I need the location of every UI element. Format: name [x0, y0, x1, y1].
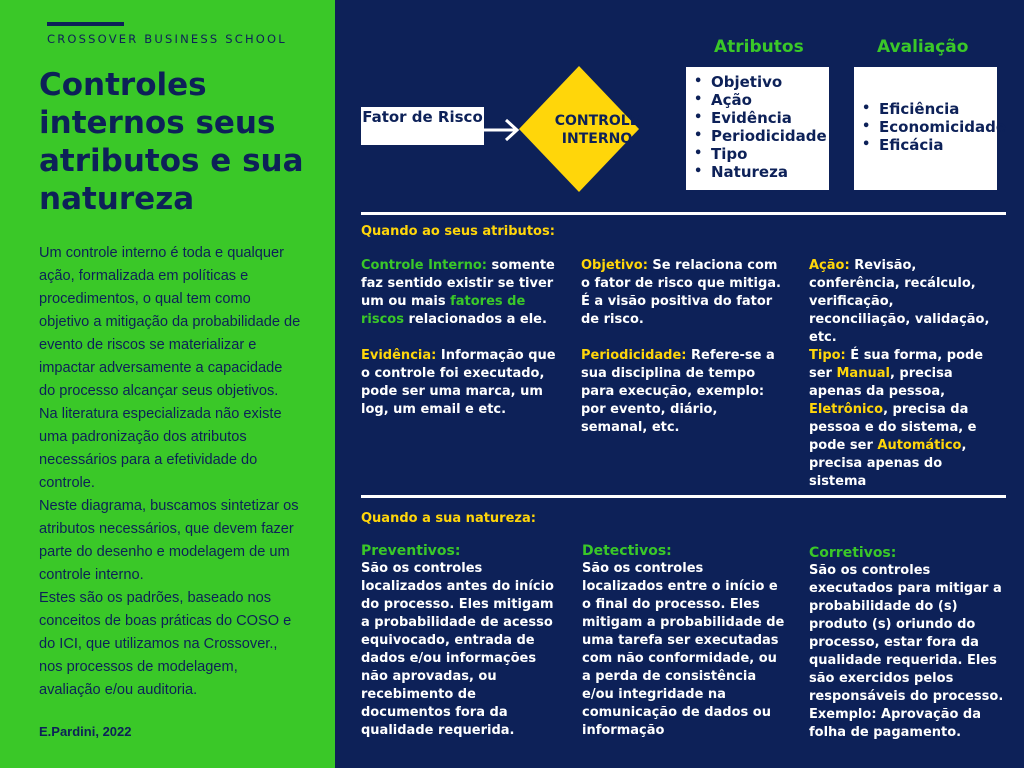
- intro-text: [39, 242, 301, 702]
- attributes-header: Atributos: [714, 37, 804, 57]
- attribute-item: • Objetivo: [694, 73, 829, 91]
- term-label: Evidência:: [361, 348, 437, 363]
- term-label: Periodicidade:: [581, 348, 687, 363]
- attribute-item: • Periodicidade: [694, 127, 829, 145]
- attribute-item: • Natureza: [694, 163, 829, 181]
- nature-section-title: Quando a sua natureza:: [361, 511, 536, 526]
- attribute-item: • Ação: [694, 91, 829, 109]
- school-name: CROSSOVER BUSINESS SCHOOL: [47, 32, 287, 46]
- term-label: Controle Interno:: [361, 258, 488, 273]
- attribute-item: • Evidência: [694, 109, 829, 127]
- control-diamond-label: CONTROLE INTERNO: [554, 113, 640, 147]
- page-title: Controles internos seus atributos e sua natureza: [39, 67, 304, 217]
- term-label: Corretivos:: [809, 545, 897, 561]
- evaluation-item: • Eficácia: [862, 136, 997, 154]
- evaluation-list-box: [854, 67, 1007, 190]
- term-label: Ação:: [809, 258, 850, 273]
- controle-interno-description: Controle Interno: somente faz sentido existir se tiver um ou mais fatores de riscos relacionados a ele.: [361, 258, 555, 327]
- term-label: Detectivos:: [582, 543, 672, 559]
- arrow-right-icon: [484, 112, 524, 148]
- author-credit: E.Pardini, 2022: [39, 724, 132, 739]
- section-divider: [361, 212, 1006, 215]
- acao-description: Ação: Revisão, conferência, recálculo, verificação, reconciliação, validação, etc.: [809, 258, 990, 345]
- evidencia-description: Evidência: Informação que o controle foi executado, pode ser uma marca, um log, um email e etc.: [361, 348, 556, 417]
- evaluation-header: Avaliação: [877, 37, 969, 57]
- attributes-section-title: Quando ao seus atributos:: [361, 224, 555, 239]
- detectivos-description: Detectivos: São os controles localizados entre o início e o final do processo. Eles mitigam a probabilidade de uma tarefa ser executadas com não conformidade, ou a perda de consistência e/ou integridade na comunicação de dados ou informação: [582, 542, 787, 740]
- objetivo-description: Objetivo: Se relaciona com o fator de risco que mitiga. É a visão positiva do fator de risco.: [581, 258, 781, 327]
- periodicidade-description: Periodicidade: Refere-se a sua disciplina de tempo para execução, exemplo: por evento, diário, semanal, etc.: [581, 348, 775, 435]
- attribute-item: • Tipo: [694, 145, 829, 163]
- section-divider: [361, 495, 1006, 498]
- intro-paragraph: Neste diagrama, buscamos sintetizar os atributos necessários, que devem fazer parte do desenho e modelagem de um controle interno.: [39, 498, 299, 583]
- corretivos-description: Corretivos: São os controles executados para mitigar a probabilidade do (s) produto (s) oriundo do processo, estar fora da qualidade requerida. Eles são exercidos pelos responsáveis do processo. Exemplo: Aprovação da folha de pagamento.: [809, 544, 1009, 742]
- term-label: Tipo:: [809, 348, 846, 363]
- evaluation-item: • Eficiência: [862, 100, 997, 118]
- tipo-description: Tipo: É sua forma, pode ser Manual, precisa apenas da pessoa, Eletrônico, precisa da pessoa e do sistema, e pode ser Automático, precisa apenas do sistema: [809, 348, 984, 489]
- intro-paragraph: Estes são os padrões, baseado nos conceitos de boas práticas do COSO e do ICI, que utilizamos na Crossover., nos processos de modelagem, avaliação e/ou auditoria.: [39, 590, 292, 698]
- accent-bar: [47, 22, 124, 26]
- preventivos-description: Preventivos: São os controles localizados antes do início do processo. Eles mitigam a probabilidade de acesso equivocado, entrada de dados e/ou informações não aprovadas, ou recebimento de documentos fora da qualidade requerida.: [361, 542, 566, 740]
- evaluation-item: • Economicidade: [862, 118, 997, 136]
- term-highlight: fatores de riscos: [361, 294, 526, 327]
- attributes-list-box: [686, 67, 829, 190]
- intro-paragraph: Um controle interno é toda e qualquer ação, formalizada em políticas e procedimentos, o qual tem como objetivo a mitigação da probabilidade de evento de riscos se materializar e impactar adversamente a capacidade do processo alcançar seus objetivos. Na literatura especializada não existe uma padronização dos atributos necessários para a efetividade do controle.: [39, 245, 301, 491]
- left-panel: [0, 0, 335, 768]
- term-label: Preventivos:: [361, 543, 461, 559]
- term-label: Objetivo:: [581, 258, 648, 273]
- risk-factor-box: Fator de Risco: [361, 107, 484, 145]
